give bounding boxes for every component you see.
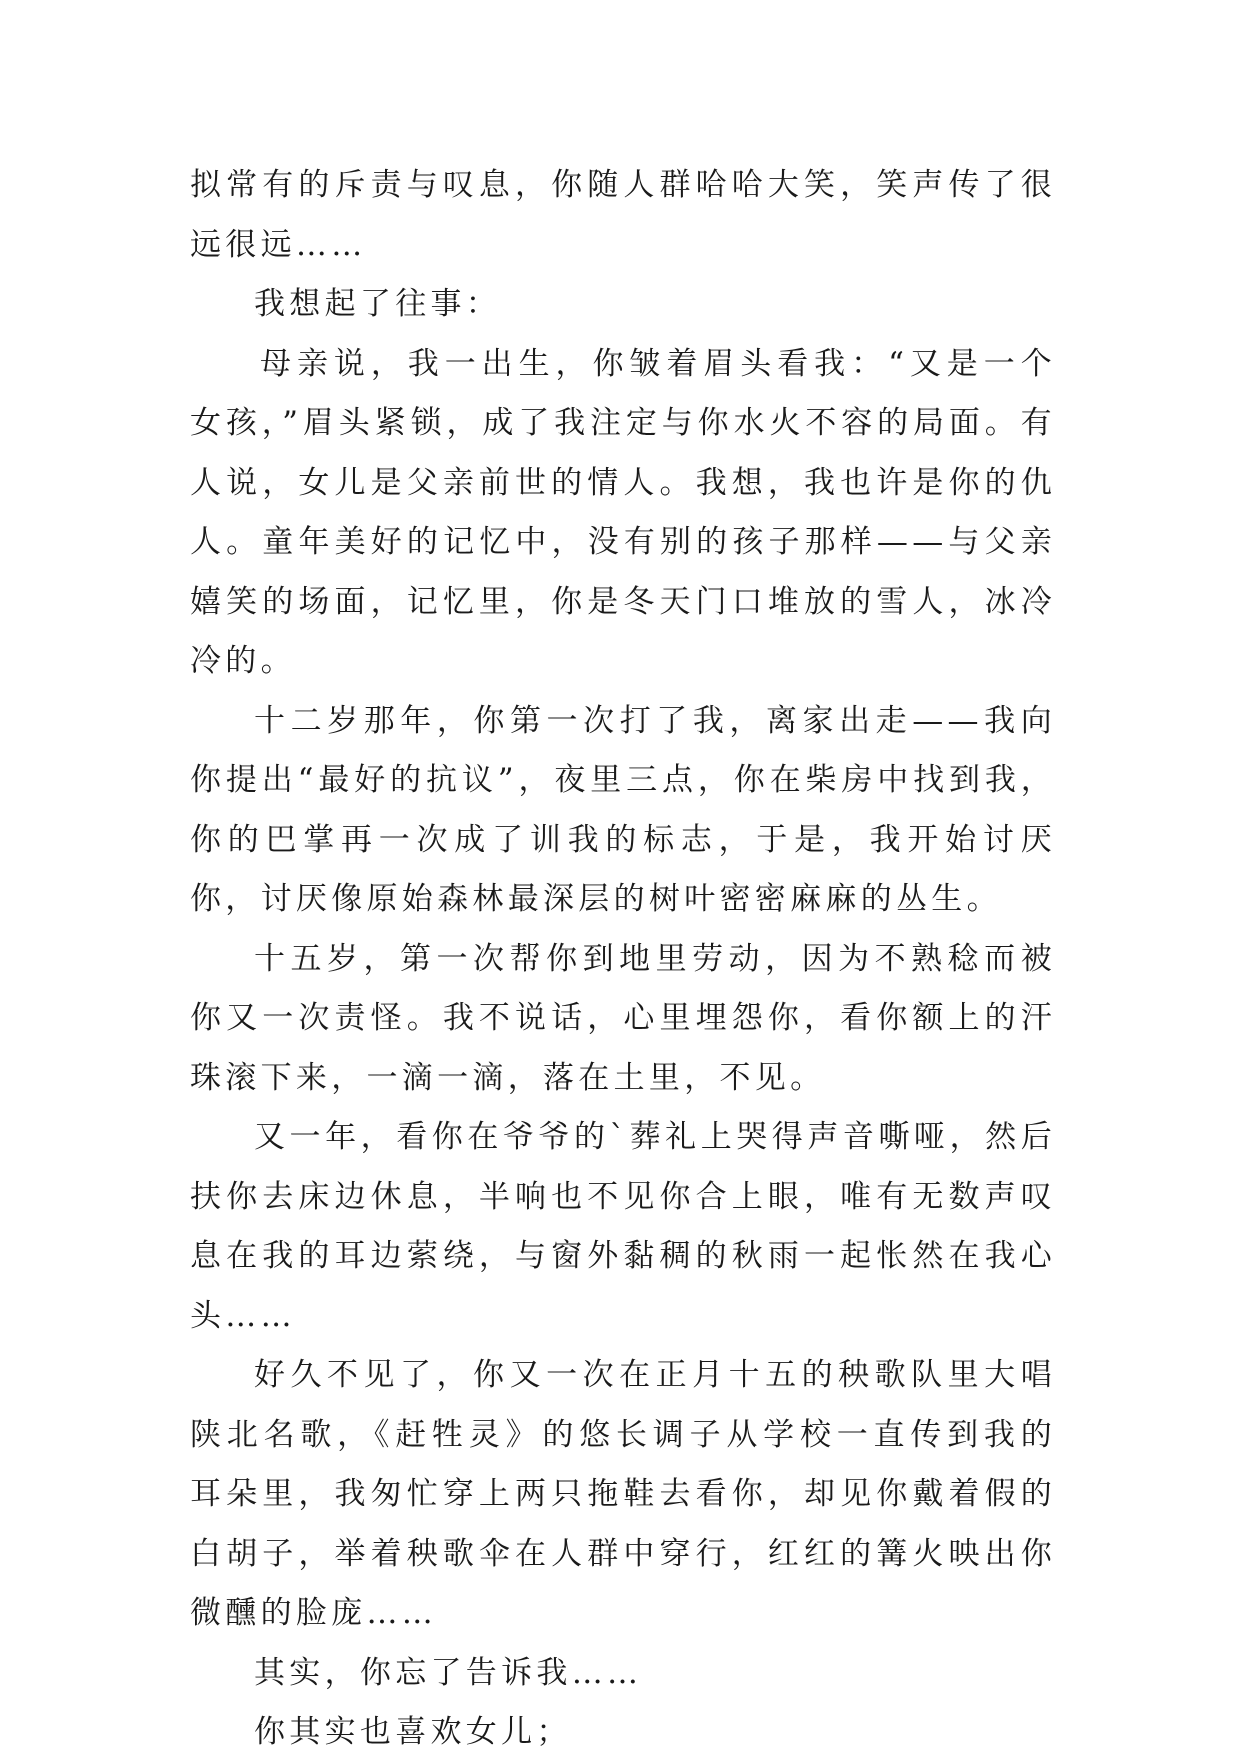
paragraph: 又一年，看你在爷爷的`葬礼上哭得声音嘶哑，然后扶你去床边休息，半响也不见你合上眼，唯有无数声叹息在我的耳边萦绕，与窗外黏稠的秋雨一起怅然在我心头…… xyxy=(190,1119,1056,1334)
paragraph: 其实，你忘了告诉我…… xyxy=(254,1654,643,1691)
document-body xyxy=(190,156,1056,1763)
paragraph: 母亲说，我一出生，你皱着眉头看我：“又是一个女孩，”眉头紧锁，成了我注定与你水火不容的局面。有人说，女儿是父亲前世的情人。我想，我也许是你的仇人。童年美好的记忆中，没有别的孩子那样——与父亲嬉笑的场面，记忆里，你是冬天门口堆放的雪人，冰冷冷的。 xyxy=(190,345,1056,679)
paragraph: 拟常有的斥责与叹息，你随人群哈哈大笑，笑声传了很远很远…… xyxy=(190,167,1056,263)
paragraph: 你其实也喜欢女儿； xyxy=(254,1714,572,1750)
paragraph: 好久不见了，你又一次在正月十五的秧歌队里大唱陕北名歌，《赶牲灵》的悠长调子从学校一直传到我的耳朵里，我匆忙穿上两只拖鞋去看你，却见你戴着假的白胡子，举着秧歌伞在人群中穿行，红红的篝火映出你微醺的脸庞…… xyxy=(190,1357,1056,1631)
paragraph: 十二岁那年，你第一次打了我，离家出走——我向你提出“最好的抗议”，夜里三点，你在柴房中找到我，你的巴掌再一次成了训我的标志，于是，我开始讨厌你，讨厌像原始森林最深层的树叶密密麻麻的丛生。 xyxy=(190,702,1056,917)
paragraph: 十五岁，第一次帮你到地里劳动，因为不熟稔而被你又一次责怪。我不说话，心里埋怨你，看你额上的汗珠滚下来，一滴一滴，落在土里，不见。 xyxy=(190,940,1056,1096)
paragraph: 我想起了往事： xyxy=(254,286,502,322)
